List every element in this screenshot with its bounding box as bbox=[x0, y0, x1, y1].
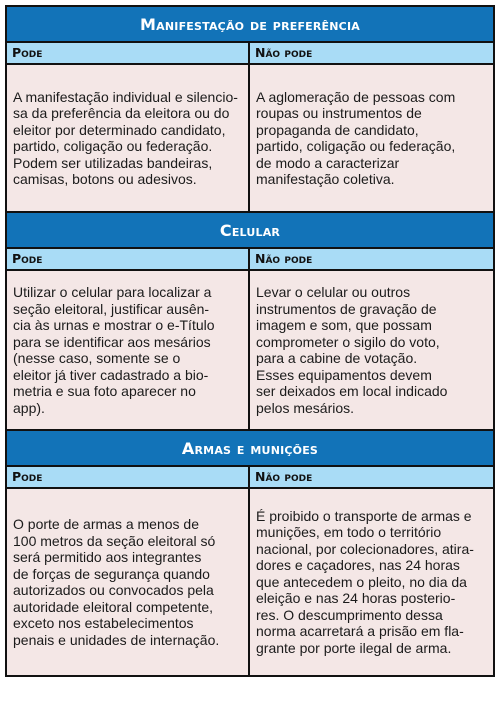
cell-text: Levar o celular ou outros instrumentos de gravação de imagem e som, que possam comprometer o sigilo do voto, para a cabine de votação. Esses equipamentos devem ser deixados em local indicado pelos mesários. bbox=[256, 284, 448, 416]
section-title-celular: Celular bbox=[7, 213, 493, 249]
cell-pode-text bbox=[7, 65, 250, 211]
cell-text: É proibido o transporte de armas e munições, em todo o território nacional, por colecionadores, atira- dores e caçadores, nas 24 horas que antecedem o pleito, no dia da eleição e nas 24 horas posterio- res. O descumprimento dessa norma acarretará a prisão em fla- grante por porte ilegal de arma. bbox=[256, 507, 474, 656]
content-row bbox=[7, 271, 493, 431]
section-title-armas: Armas e munições bbox=[7, 431, 493, 467]
content-row bbox=[7, 489, 493, 675]
cell-text: Utilizar o celular para localizar a seção eleitoral, justificar ausên- cia às urnas e mostrar o e-Título para se identificar aos mesários (nesse caso, somente se o eleitor já tiver cadastrado a bio- metria e sua foto aparecer no app). bbox=[13, 284, 215, 416]
info-table bbox=[5, 5, 495, 677]
cell-text: O porte de armas a menos de 100 metros da seção eleitoral só será permitido aos integrantes de forças de segurança quando autorizados ou convocados pela autoridade eleitoral competente, exceto nos estabelecimentos penais e unidades de internação. bbox=[13, 516, 220, 648]
column-header-row bbox=[7, 43, 493, 65]
section-title-manifestacao: Manifestação de preferência bbox=[7, 7, 493, 43]
column-header-pode: Pode bbox=[7, 249, 250, 271]
column-header-pode: Pode bbox=[7, 43, 250, 65]
cell-pode-text bbox=[7, 489, 250, 675]
column-header-nao-pode: Não pode bbox=[250, 249, 493, 271]
column-header-row bbox=[7, 467, 493, 489]
column-header-pode: Pode bbox=[7, 467, 250, 489]
column-header-nao-pode: Não pode bbox=[250, 467, 493, 489]
cell-nao-pode-text bbox=[250, 271, 493, 429]
cell-nao-pode-text bbox=[250, 489, 493, 675]
cell-pode-text bbox=[7, 271, 250, 429]
column-header-row bbox=[7, 249, 493, 271]
cell-text: A manifestação individual e silencio- sa da preferência da eleitora ou do eleitor por determinado candidato, partido, coligação ou federação. Podem ser utilizadas bandeiras, camisas, botons ou adesivos. bbox=[13, 88, 238, 187]
content-row bbox=[7, 65, 493, 213]
cell-nao-pode-text bbox=[250, 65, 493, 211]
cell-text: A aglomeração de pessoas com roupas ou instrumentos de propaganda de candidato, partido, coligação ou federação, de modo a caracterizar manifestação coletiva. bbox=[256, 88, 456, 187]
column-header-nao-pode: Não pode bbox=[250, 43, 493, 65]
